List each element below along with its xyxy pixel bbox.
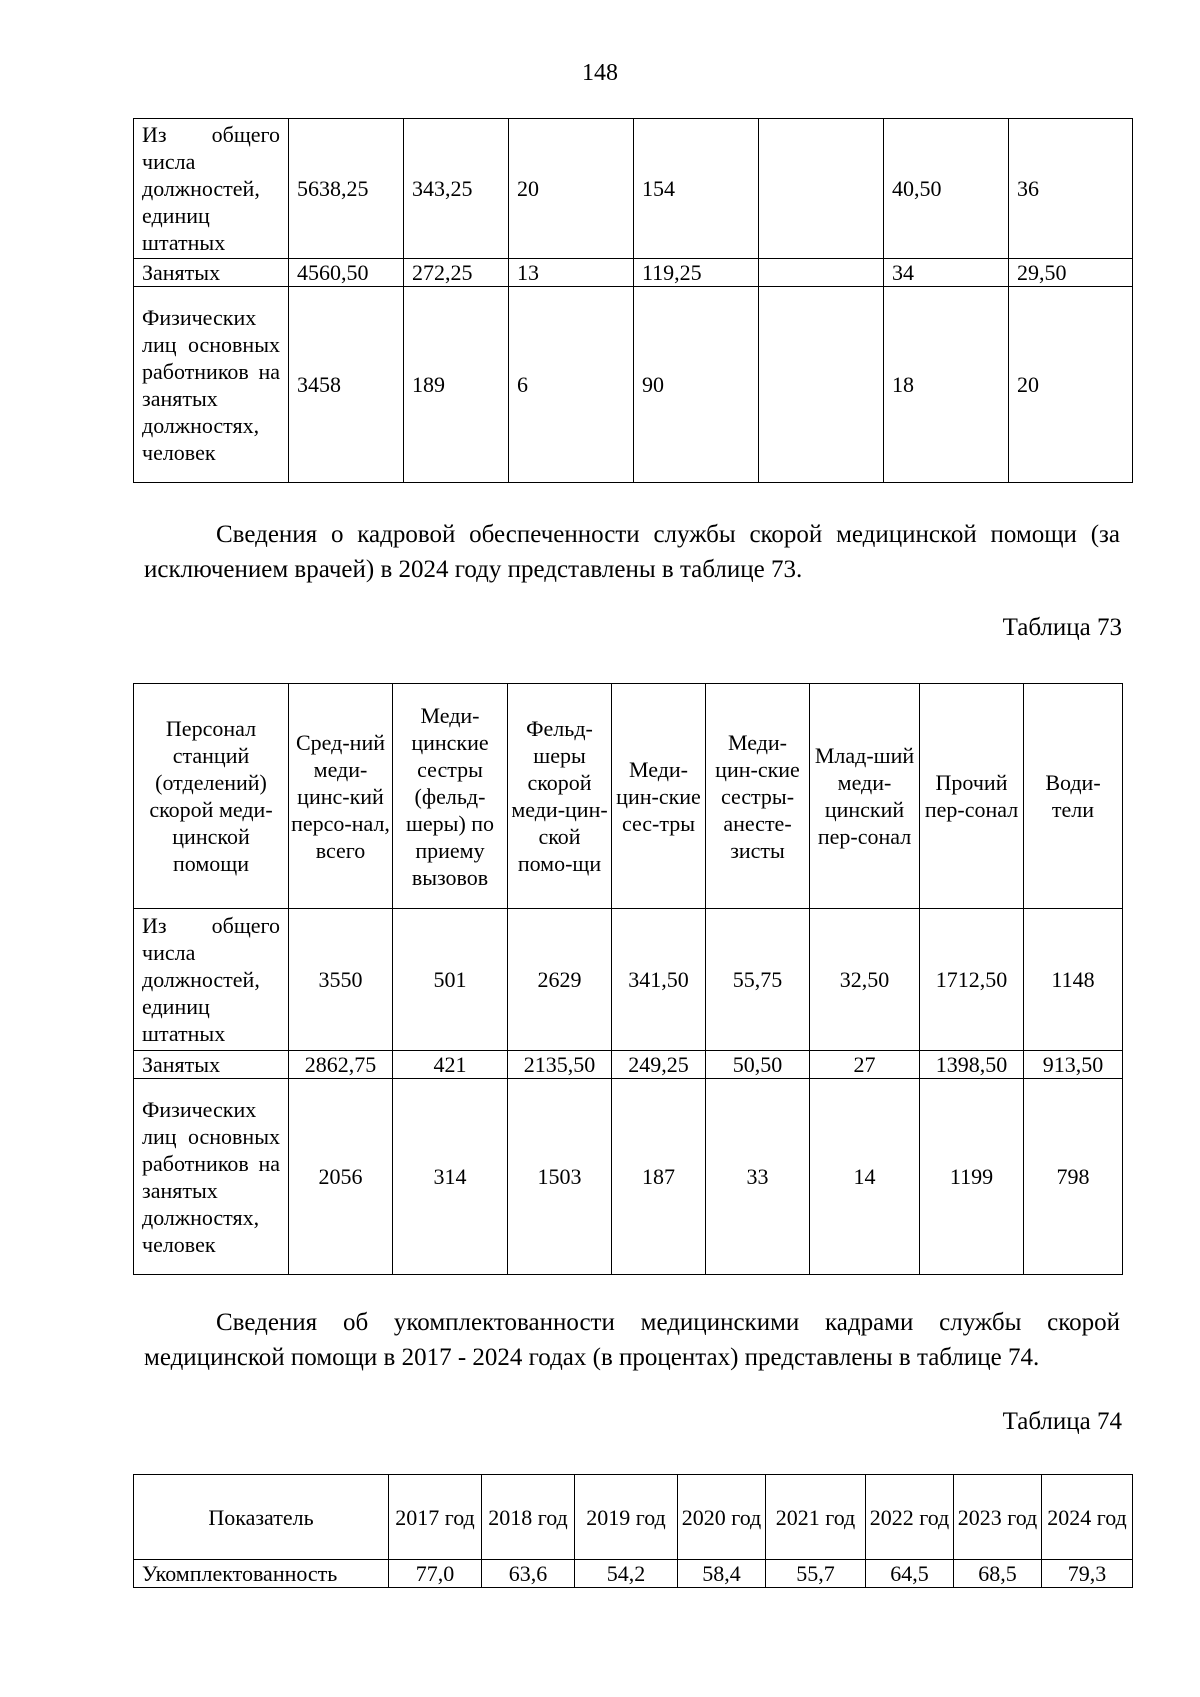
column-header: 2019 год <box>575 1475 678 1560</box>
row-label: Из общего числа должностей, единиц штатных <box>134 909 289 1051</box>
table-cell: 272,25 <box>404 259 509 287</box>
table-74 <box>133 1474 1133 1588</box>
table-cell: 36 <box>1009 119 1133 259</box>
table-cell: 54,2 <box>575 1560 678 1588</box>
table-cell <box>759 259 884 287</box>
table-cell: 68,5 <box>954 1560 1042 1588</box>
column-header: Води-тели <box>1024 684 1123 909</box>
column-header: Сред-ний меди-цинс-кий персо-нал, всего <box>289 684 393 909</box>
table-row <box>134 119 1133 259</box>
table-cell: 79,3 <box>1042 1560 1133 1588</box>
table-cell: 501 <box>393 909 508 1051</box>
column-header: 2021 год <box>766 1475 866 1560</box>
table-cell: 2135,50 <box>508 1051 612 1079</box>
table-cell: 119,25 <box>634 259 759 287</box>
table-cell: 55,75 <box>706 909 810 1051</box>
table-cell: 64,5 <box>866 1560 954 1588</box>
table-cell: 33 <box>706 1079 810 1275</box>
table-73 <box>133 683 1123 1275</box>
table-cell: 913,50 <box>1024 1051 1123 1079</box>
table-cell: 343,25 <box>404 119 509 259</box>
table-cell: 29,50 <box>1009 259 1133 287</box>
table-cell: 20 <box>1009 287 1133 483</box>
table-cell <box>759 119 884 259</box>
column-header: Фельд-шеры скорой меди-цин-ской помо-щи <box>508 684 612 909</box>
table-cell: 14 <box>810 1079 920 1275</box>
table-cell: 6 <box>509 287 634 483</box>
row-label: Физических лиц основных работников на занятых должностях, человек <box>134 1079 289 1275</box>
table-cell: 421 <box>393 1051 508 1079</box>
row-label: Из общего числа должностей, единиц штатных <box>134 119 289 259</box>
table-cell: 63,6 <box>482 1560 575 1588</box>
table-cell: 1712,50 <box>920 909 1024 1051</box>
table-cell: 249,25 <box>612 1051 706 1079</box>
table-cell: 2862,75 <box>289 1051 393 1079</box>
table-row <box>134 1051 1123 1079</box>
column-header: 2020 год <box>678 1475 766 1560</box>
table-cell: 3550 <box>289 909 393 1051</box>
table-cell: 32,50 <box>810 909 920 1051</box>
table-cell: 2629 <box>508 909 612 1051</box>
row-label: Занятых <box>134 1051 289 1079</box>
table-cell: 40,50 <box>884 119 1009 259</box>
table-cell: 314 <box>393 1079 508 1275</box>
table-row <box>134 1560 1133 1588</box>
table-cell: 154 <box>634 119 759 259</box>
table-row <box>134 909 1123 1051</box>
table-cell: 2056 <box>289 1079 393 1275</box>
table-cell: 27 <box>810 1051 920 1079</box>
table-cell: 77,0 <box>389 1560 482 1588</box>
table-cell: 3458 <box>289 287 404 483</box>
table-cell: 187 <box>612 1079 706 1275</box>
column-header: Прочий пер-сонал <box>920 684 1024 909</box>
column-header: 2018 год <box>482 1475 575 1560</box>
table-cell: 55,7 <box>766 1560 866 1588</box>
table-row <box>134 259 1133 287</box>
table-header-row <box>134 684 1123 909</box>
staffing-table-continued <box>133 118 1133 483</box>
table-cell: 5638,25 <box>289 119 404 259</box>
table-cell: 50,50 <box>706 1051 810 1079</box>
table-row <box>134 1079 1123 1275</box>
column-header: Млад-ший меди-цинский пер-сонал <box>810 684 920 909</box>
table-header-row <box>134 1475 1133 1560</box>
table-cell: 1199 <box>920 1079 1024 1275</box>
row-label: Физических лиц основных работников на занятых должностях, человек <box>134 287 289 483</box>
table-cell: 13 <box>509 259 634 287</box>
table-row <box>134 287 1133 483</box>
paragraph-table-74-intro: Сведения об укомплектованности медицинскими кадрами службы скорой медицинской помощи в 2017 - 2024 годах (в процентах) представлены в таблице 74. <box>144 1309 1120 1371</box>
table-cell: 798 <box>1024 1079 1123 1275</box>
table-cell: 20 <box>509 119 634 259</box>
table-cell: 90 <box>634 287 759 483</box>
table-cell: 34 <box>884 259 1009 287</box>
column-header: 2024 год <box>1042 1475 1133 1560</box>
table-cell: 1148 <box>1024 909 1123 1051</box>
column-header: 2023 год <box>954 1475 1042 1560</box>
table-cell: 341,50 <box>612 909 706 1051</box>
column-header: Меди-цин-ские сес-тры <box>612 684 706 909</box>
table-cell <box>759 287 884 483</box>
table-cell: 1503 <box>508 1079 612 1275</box>
table-74-caption: Таблица 74 <box>1002 1408 1122 1435</box>
table-cell: 18 <box>884 287 1009 483</box>
column-header: Показатель <box>134 1475 389 1560</box>
page-number: 148 <box>582 60 618 86</box>
table-cell: 1398,50 <box>920 1051 1024 1079</box>
table-cell: 189 <box>404 287 509 483</box>
column-header: Меди-цин-ские сестры-анесте-зисты <box>706 684 810 909</box>
paragraph-table-73-intro: Сведения о кадровой обеспеченности службы скорой медицинской помощи (за исключением врачей) в 2024 году представлены в таблице 73. <box>144 521 1120 583</box>
row-label: Занятых <box>134 259 289 287</box>
row-label: Укомплектованность <box>134 1560 389 1588</box>
column-header: 2022 год <box>866 1475 954 1560</box>
column-header: Меди-цинские сестры (фельд-шеры) по приему вызовов <box>393 684 508 909</box>
table-cell: 4560,50 <box>289 259 404 287</box>
table-cell: 58,4 <box>678 1560 766 1588</box>
table-73-caption: Таблица 73 <box>1002 614 1122 641</box>
column-header: 2017 год <box>389 1475 482 1560</box>
column-header: Персонал станций (отделений) скорой меди-цинской помощи <box>134 684 289 909</box>
